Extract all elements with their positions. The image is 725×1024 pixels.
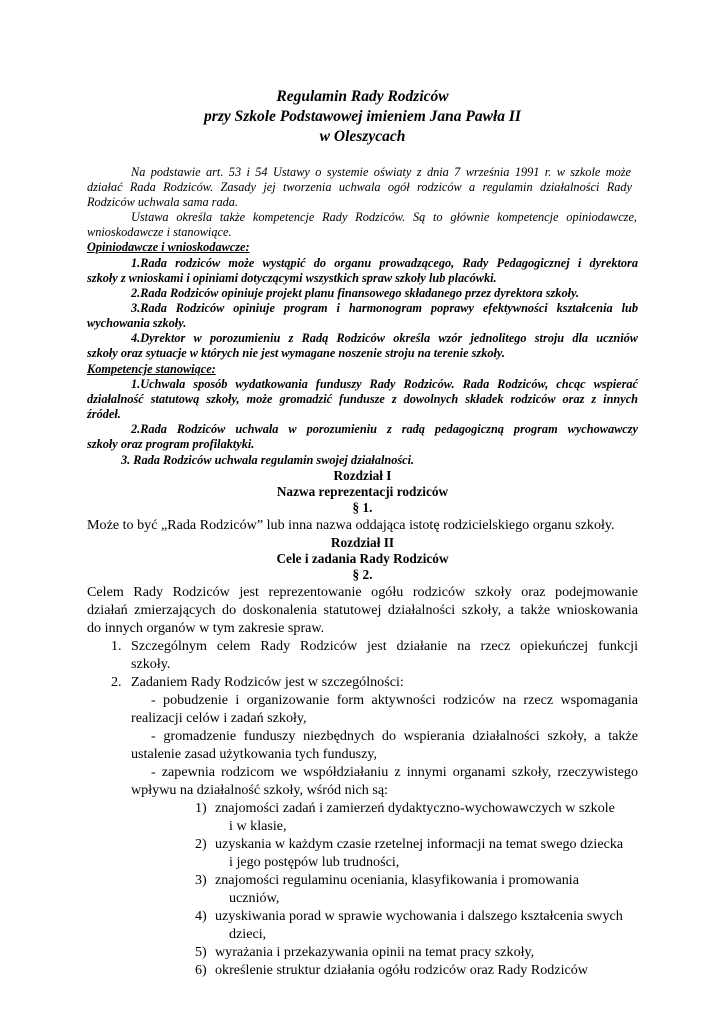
document-title-line-3: w Oleszycach [319, 128, 406, 145]
sub-list-item-cont: i jego postępów lub trudności, [229, 854, 400, 870]
sub-list-item: wyrażania i przekazywania opinii na temat pracy szkoły, [215, 944, 535, 960]
list-item: 3.Rada Rodziców opiniuje program i harmonogram poprawy efektywności kształcenia lub [131, 301, 638, 315]
list-item-cont: szkoły. [131, 656, 171, 672]
list-number: 2. [111, 674, 122, 690]
section-heading-decision: Kompetencje stanowiące: [87, 362, 216, 376]
sub-list-number: 3) [195, 872, 207, 888]
paragraph-number: § 1. [352, 500, 373, 515]
document-title-line-1: Regulamin Rady Rodziców [276, 88, 449, 105]
list-item: Zadaniem Rady Rodziców jest w szczególności: [131, 674, 404, 690]
list-item-cont: szkoły oraz program profilaktyki. [87, 437, 255, 451]
sub-list-item: uzyskiwania porad w sprawie wychowania i dalszego kształcenia swych [215, 908, 623, 924]
section-heading-opinion: Opiniodawcze i wnioskodawcze: [87, 240, 250, 254]
sub-list-item-cont: uczniów, [229, 890, 280, 906]
body-line: Celem Rady Rodziców jest reprezentowanie ogółu rodziców szkoły oraz podejmowanie [87, 584, 638, 600]
list-item-cont: wychowania szkoły. [87, 316, 187, 330]
sub-list-item-cont: dzieci, [229, 926, 267, 942]
sub-list-item-cont: i w klasie, [229, 818, 287, 834]
sub-list-number: 2) [195, 836, 207, 852]
list-item: 2.Rada Rodziców opiniuje projekt planu finansowego składanego przez dyrektora szkoły. [131, 286, 580, 300]
list-item: 1.Uchwala sposób wydatkowania funduszy Rady Rodziców. Rada Rodziców, chcąc wspierać [131, 377, 638, 391]
sub-list-item: znajomości regulaminu oceniania, klasyfikowania i promowania [215, 872, 579, 888]
sub-list-number: 6) [195, 962, 207, 978]
document-title-line-2: przy Szkole Podstawowej imieniem Jana Pawła II [204, 108, 521, 125]
body-line: Może to być „Rada Rodziców” lub inna nazwa oddająca istotę rodzicielskiego organu szkoły. [87, 517, 615, 533]
chapter-label: Rozdział II [330, 535, 395, 550]
sub-list-number: 4) [195, 908, 207, 924]
dash-item: - pobudzenie i organizowanie form aktywności rodziców na rzecz wspomagania [151, 692, 638, 708]
list-item-cont: szkoły z wnioskami i opiniami dotyczącymi wszystkich spraw szkoły lub placówki. [87, 271, 497, 285]
sub-list-number: 1) [195, 800, 207, 816]
intro-line: Na podstawie art. 53 i 54 Ustawy o systemie oświaty z dnia 7 września 1991 r. w szkole może [131, 165, 631, 179]
dash-item: - zapewnia rodzicom we współdziałaniu z innymi organami szkoły, rzeczywistego [151, 764, 638, 780]
sub-list-item: znajomości zadań i zamierzeń dydaktyczno-wychowawczych w szkole [215, 800, 615, 816]
list-item-cont: szkoły oraz sytuacje w których nie jest wymagane noszenie stroju na terenie szkoły. [87, 346, 505, 360]
list-item: 4.Dyrektor w porozumieniu z Radą Rodziców określa wzór jednolitego stroju dla uczniów [131, 331, 638, 345]
sub-list-number: 5) [195, 944, 207, 960]
dash-item-cont: ustalenie zasad użytkowania tych funduszy, [131, 746, 378, 762]
intro-line: wnioskodawcze i stanowiące. [87, 225, 232, 239]
intro-line: działać Rada Rodziców. Zasady jej tworzenia uchwala ogół rodziców a regulamin działalności Rady [87, 180, 632, 194]
paragraph-number: § 2. [352, 567, 373, 582]
list-number: 1. [111, 638, 122, 654]
sub-list-item: określenie struktur działania ogółu rodziców oraz Rady Rodziców [215, 962, 588, 978]
chapter-title: Cele i zadania Rady Rodziców [276, 551, 449, 566]
dash-item-cont: wpływu na działalność szkoły, wśród nich są: [131, 782, 389, 798]
list-item-cont: źródeł. [87, 407, 121, 421]
list-item: 1.Rada rodziców może wystąpić do organu prowadzącego, Rady Pedagogicznej i dyrektora [131, 256, 638, 270]
body-line: do innych organów w tym zakresie spraw. [87, 620, 325, 636]
list-item-cont: działalność statutową szkoły, może gromadzić fundusze z dowolnych składek rodziców oraz z innych [87, 392, 638, 406]
dash-item: - gromadzenie funduszy niezbędnych do wspierania działalności szkoły, a także [151, 728, 638, 744]
list-item: Szczególnym celem Rady Rodziców jest działanie na rzecz opiekuńczej funkcji [131, 638, 638, 654]
chapter-label: Rozdział I [333, 468, 392, 483]
dash-item-cont: realizacji celów i zadań szkoły, [131, 710, 307, 726]
intro-line: Rodziców uchwala sama rada. [87, 195, 238, 209]
list-item: 2.Rada Rodziców uchwala w porozumieniu z radą pedagogiczną program wychowawczy [131, 422, 638, 436]
list-item: 3. Rada Rodziców uchwala regulamin swojej działalności. [121, 453, 415, 467]
chapter-title: Nazwa reprezentacji rodziców [276, 484, 449, 499]
intro-line: Ustawa określa także kompetencje Rady Rodziców. Są to głównie kompetencje opiniodawcze, [131, 210, 637, 224]
body-line: działań zmierzających do doskonalenia statutowej działalności szkoły, a także wnioskowania [87, 602, 638, 618]
sub-list-item: uzyskania w każdym czasie rzetelnej informacji na temat swego dziecka [215, 836, 624, 852]
